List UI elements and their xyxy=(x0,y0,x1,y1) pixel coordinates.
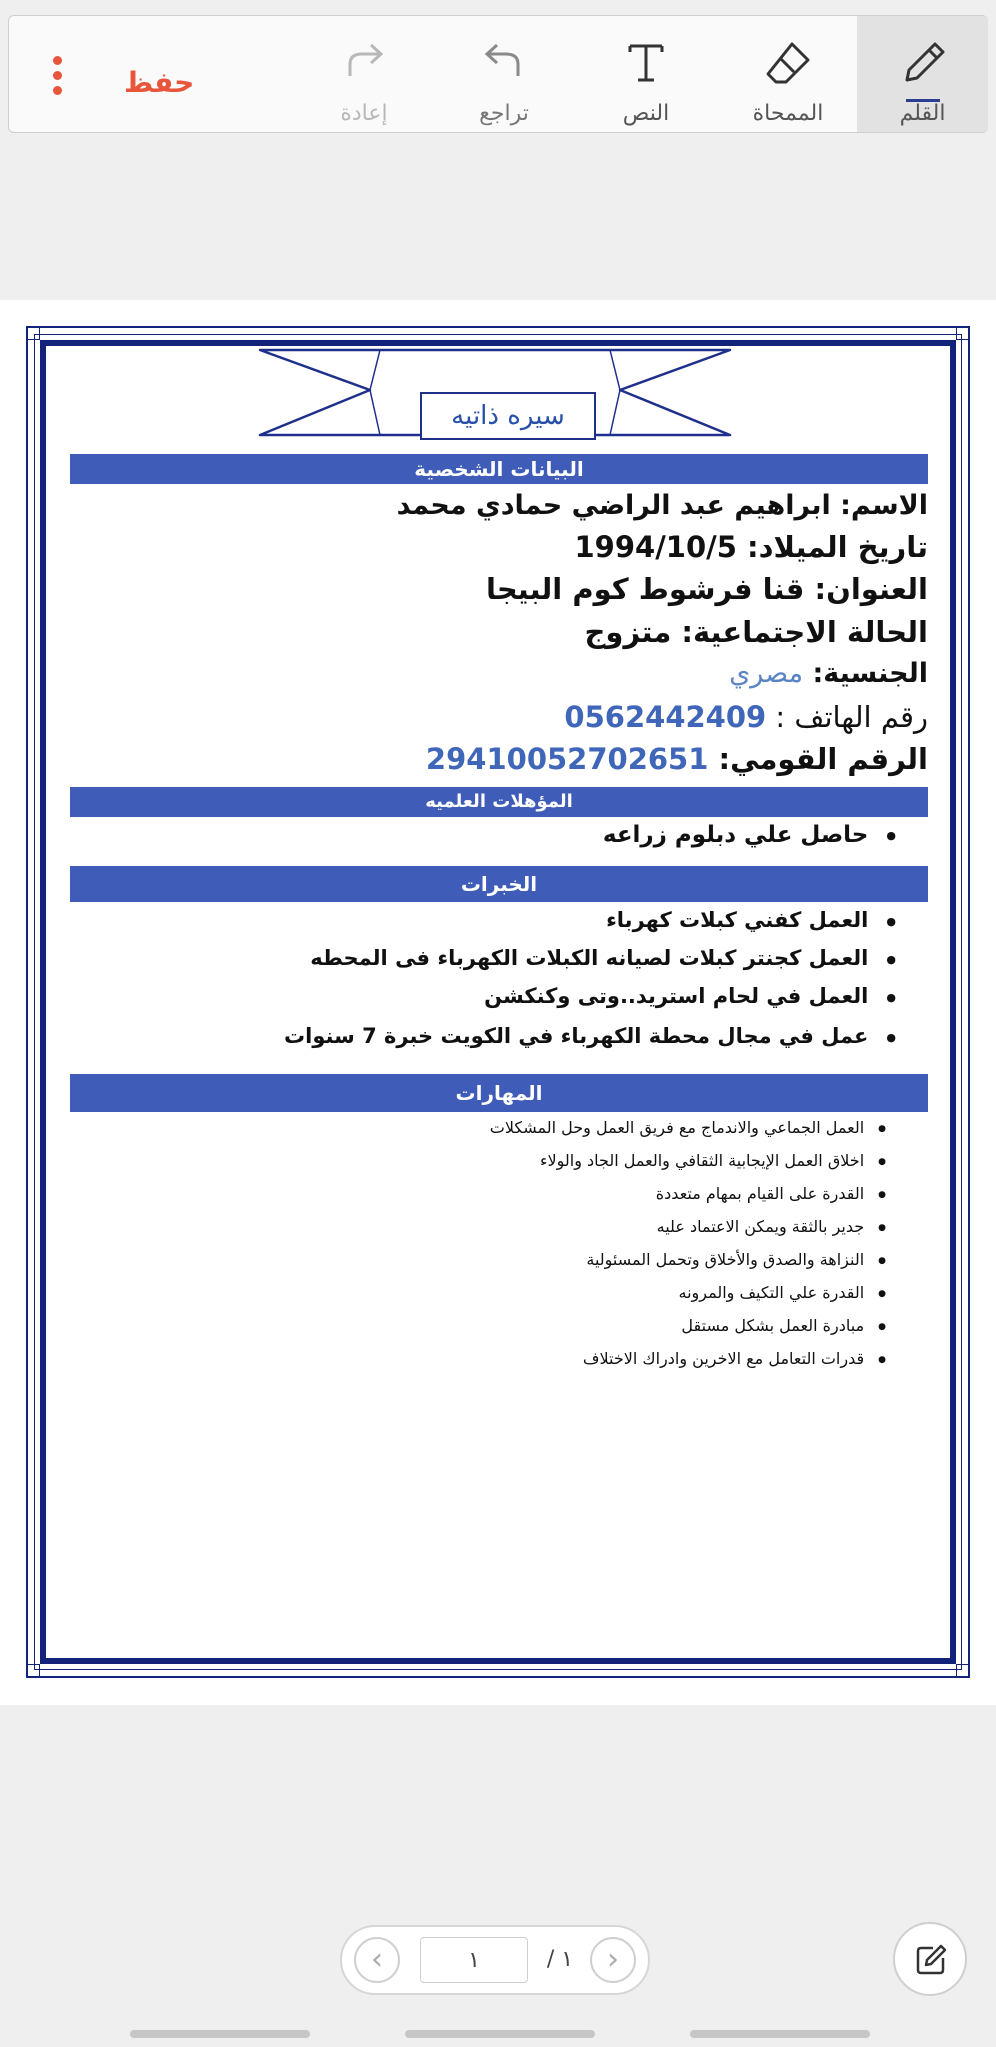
name-line: الاسم: ابراهيم عبد الراضي حمادي محمد xyxy=(396,490,928,521)
skill-item: ● اخلاق العمل الإيجابية الثقافي والعمل الجاد والولاء xyxy=(540,1151,886,1170)
pen-icon xyxy=(899,38,947,86)
section-header-skills: المهارات xyxy=(70,1074,928,1112)
skill-item: ● جدير بالثقة ويمكن الاعتماد عليه xyxy=(657,1217,886,1236)
more-options-icon[interactable] xyxy=(49,56,65,100)
dob-value: 1994/10/5 xyxy=(574,530,737,564)
annotation-toolbar xyxy=(8,15,988,133)
section-header-qualifications: المؤهلات العلميه xyxy=(70,787,928,817)
marital-line: الحالة الاجتماعية: متزوج xyxy=(584,615,928,649)
system-nav-bar xyxy=(690,2030,870,2038)
skill-item: ● العمل الجماعي والاندماج مع فريق العمل وحل المشكلات xyxy=(490,1118,886,1137)
page-number-input[interactable]: ١ xyxy=(420,1937,528,1983)
system-nav-bar xyxy=(130,2030,310,2038)
national-id-line xyxy=(426,742,928,776)
dob-line xyxy=(574,530,928,564)
experience-item: ● العمل في لحام استريد..وتى وكنكشن xyxy=(484,984,896,1008)
address-line: العنوان: قنا فرشوط كوم البيجا xyxy=(485,572,928,606)
phone-label: رقم الهاتف : xyxy=(766,700,928,734)
skill-item: ● النزاهة والصدق والأخلاق وتحمل المسئولية xyxy=(586,1250,886,1269)
phone-value: 0562442409 xyxy=(564,700,767,734)
border-corner xyxy=(26,1664,40,1678)
eraser-icon xyxy=(764,38,812,86)
redo-icon xyxy=(340,38,388,86)
section-header-experience: الخبرات xyxy=(70,866,928,902)
experience-item: ● العمل كفني كبلات كهرباء xyxy=(606,908,896,932)
undo-icon xyxy=(480,38,528,86)
nationality-label: الجنسية: xyxy=(803,658,928,689)
page-total: / ١ xyxy=(546,1947,574,1972)
national-id-value: 29410052702651 xyxy=(425,742,709,776)
edit-document-button[interactable] xyxy=(893,1922,967,1996)
eraser-label: الممحاة xyxy=(752,101,824,126)
skill-item: ● القدرة علي التكيف والمرونه xyxy=(679,1283,886,1302)
skill-item: ● القدرة على القيام بمهام متعددة xyxy=(656,1184,886,1203)
dob-label: تاريخ الميلاد: xyxy=(736,530,928,564)
section-header-personal: البيانات الشخصية xyxy=(70,454,928,484)
experience-item: ● عمل في مجال محطة الكهرباء في الكويت خبرة 7 سنوات xyxy=(284,1024,896,1048)
skill-item: ● مبادرة العمل بشكل مستقل xyxy=(681,1316,886,1335)
qualification-item: ● حاصل علي دبلوم زراعه xyxy=(603,822,896,848)
border-corner xyxy=(956,326,970,340)
undo-button[interactable] xyxy=(439,16,569,132)
edit-icon xyxy=(913,1942,949,1978)
save-button[interactable]: حفظ xyxy=(124,66,195,99)
text-icon xyxy=(622,38,670,86)
pen-tool[interactable] xyxy=(857,16,988,132)
previous-page-button[interactable]: ‹ xyxy=(354,1937,400,1983)
system-nav-bar xyxy=(405,2030,595,2038)
border-corner xyxy=(956,1664,970,1678)
text-label: النص xyxy=(622,101,670,126)
text-tool[interactable] xyxy=(581,16,711,132)
page-navigator xyxy=(340,1925,650,1995)
undo-label: تراجع xyxy=(479,101,529,126)
eraser-tool[interactable] xyxy=(723,16,853,132)
skill-item: ● قدرات التعامل مع الاخرين وادراك الاختلاف xyxy=(583,1349,886,1368)
document-page xyxy=(0,300,996,1705)
nationality-value: مصري xyxy=(729,658,804,689)
national-id-label: الرقم القومي: xyxy=(708,742,928,776)
next-page-button[interactable]: › xyxy=(590,1937,636,1983)
border-corner xyxy=(26,326,40,340)
redo-button[interactable] xyxy=(299,16,429,132)
experience-item: ● العمل كجنتر كبلات لصيانه الكبلات الكهرباء فى المحطه xyxy=(310,946,896,970)
pen-label: القلم xyxy=(899,101,946,126)
redo-label: إعادة xyxy=(340,101,388,126)
document-title: سيره ذاتيه xyxy=(420,392,596,440)
nationality-line xyxy=(729,658,928,689)
phone-line xyxy=(564,700,928,734)
